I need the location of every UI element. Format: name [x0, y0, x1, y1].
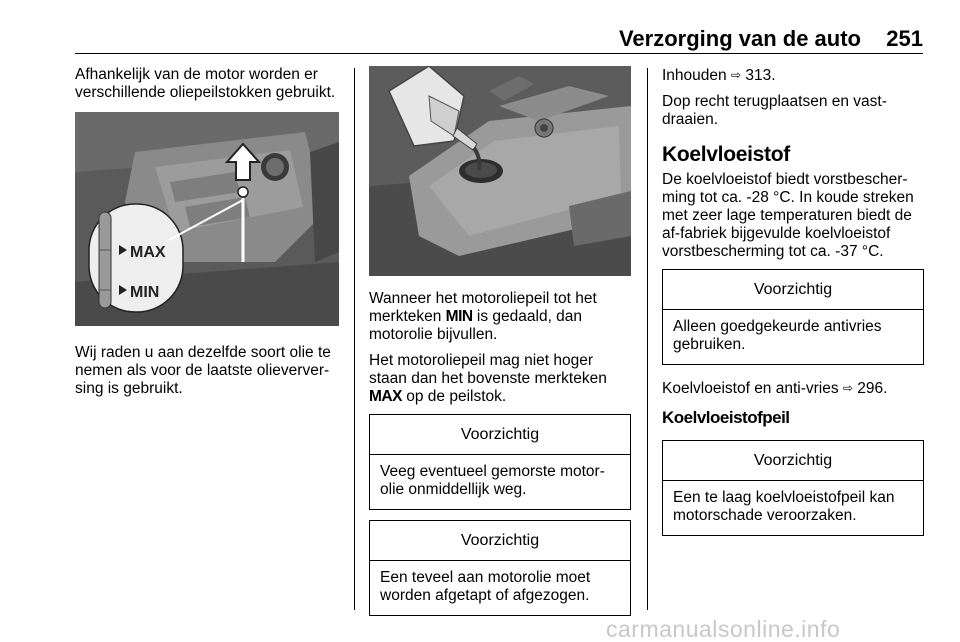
page-reference-icon: ⇨: [842, 381, 853, 395]
cap-instruction: Dop recht terugplaatsen en vast-draaien.: [662, 93, 887, 128]
capacity-text: Inhouden: [662, 67, 731, 84]
caution-title: Voorzichtig: [370, 521, 630, 561]
column-right: [662, 66, 924, 546]
dipstick-intro-text: Afhankelijk van de motor worden er verschillende oliepeilstokken gebruikt.: [75, 66, 336, 101]
caution-title: Voorzichtig: [663, 270, 923, 310]
caution-title: Voorzichtig: [370, 415, 630, 455]
antifreeze-reference: [662, 379, 924, 398]
caution-text: Een te laag koelvloeistofpeil kan motorschade veroorzaken.: [673, 489, 895, 524]
caution-text: Alleen goedgekeurde antivries gebruiken.: [673, 318, 882, 353]
capacity-reference: [662, 66, 924, 85]
page-header: [75, 26, 923, 54]
min-mark-paragraph: [369, 290, 631, 344]
dipstick-figure: [75, 112, 339, 326]
max-mark-label: MAX: [130, 244, 166, 261]
caution-box: [662, 440, 924, 536]
column-middle: [369, 66, 631, 626]
coolant-description: De koelvloeistof biedt vorstbescher-ming tot ca. -28 °C. In koude streken met zeer lage temperaturen biedt de af-fabriek bijgevulde koelvloeistof vorstbescherming tot ca. -37 °C.: [662, 171, 914, 260]
max-text-part: Het motoroliepeil mag niet hoger staan dan het bovenste merkteken: [369, 352, 607, 387]
capacity-page: 313.: [741, 67, 776, 84]
max-label: MAX: [369, 388, 402, 405]
min-mark-label: MIN: [130, 284, 160, 301]
oil-advice-text: Wij raden u aan dezelfde soort olie te nemen als voor de laatste olieverver-sing is gebruikt.: [75, 344, 331, 397]
oil-filling-figure: [369, 66, 631, 276]
column-divider: [647, 68, 648, 610]
antifreeze-page: 296.: [852, 380, 888, 397]
page-reference-icon: ⇨: [730, 68, 742, 82]
page-title: Verzorging van de auto: [618, 26, 861, 51]
subsection-heading: Koelvloeistofpeil: [662, 408, 790, 427]
column-left: [75, 66, 343, 406]
page-number: 251: [886, 26, 923, 51]
antifreeze-text: Koelvloeistof en anti-vries: [662, 380, 843, 397]
column-divider: [354, 68, 355, 610]
oil-filling-illustration: [369, 66, 631, 276]
min-text-part: is gedaald, dan motorolie bijvullen.: [369, 308, 583, 343]
min-label: MIN: [445, 308, 473, 325]
caution-title: Voorzichtig: [663, 441, 923, 481]
max-text-part: op de peilstok.: [401, 388, 507, 405]
section-heading: Koelvloeistof: [662, 143, 790, 166]
caution-box: [369, 520, 631, 616]
caution-text: Een teveel aan motorolie moet worden afgetapt of afgezogen.: [380, 569, 591, 604]
max-mark-paragraph: [369, 352, 631, 406]
min-text-part: Wanneer het motoroliepeil tot het merkteken: [369, 290, 597, 325]
caution-text: Veeg eventueel gemorste motor-olie onmiddellijk weg.: [380, 463, 605, 498]
watermark: carmanualsonline.info: [606, 616, 841, 642]
engine-dipstick-illustration: [75, 112, 339, 326]
caution-box: [662, 269, 924, 365]
caution-box: [369, 414, 631, 510]
